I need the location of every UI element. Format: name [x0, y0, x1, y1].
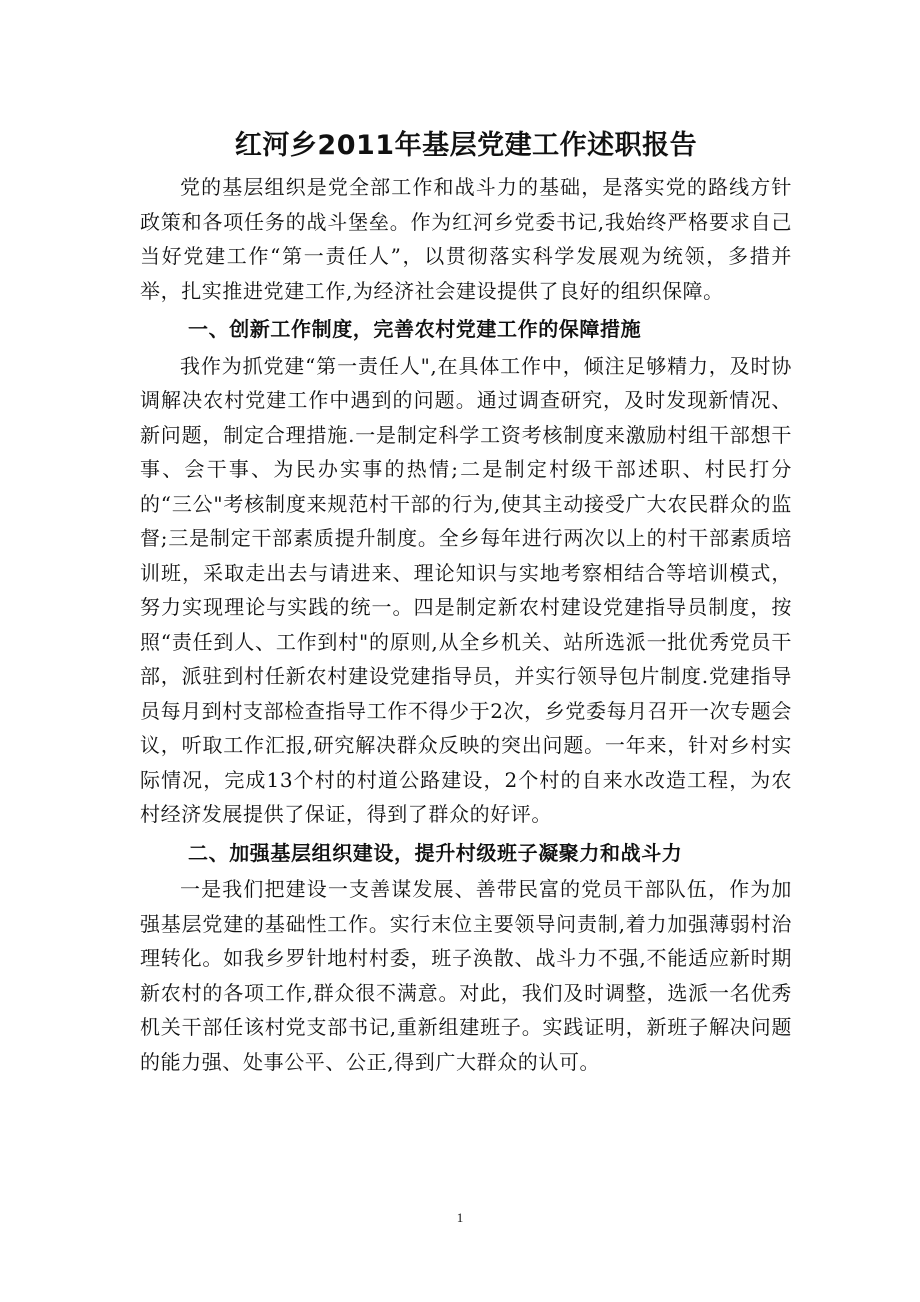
- section-2-heading: 二、加强基层组织建设，提升村级班子凝聚力和战斗力: [188, 840, 683, 865]
- section-1-paragraph: 我作为抓党建“第一责任人",在具体工作中，倾注足够精力，及时协调解决农村党建工作中遇到的问题。通过调查研究，及时发现新情况、新问题，制定合理措施.一是制定科学工资考核制度来激励村组干部想干事、会干事、为民办实事的热情;二是制定村级干部述职、村民打分的“三公"考核制度来规范村干部的行为,使其主动接受广大农民群众的监督;三是制定干部素质提升制度。全乡每年进行两次以上的村干部素质培训班，采取走出去与请进来、理论知识与实地考察相结合等培训模式，努力实现理论与实践的统一。四是制定新农村建设党建指导员制度，按照“责任到人、工作到村"的原则,从全乡机关、站所选派一批优秀党员干部，派驻到村任新农村建设党建指导员，并实行领导包片制度.党建指导员每月到村支部检查指导工作不得少于2次，乡党委每月召开一次专题会议，听取工作汇报,研究解决群众反映的突出问题。一年来，针对乡村实际情况，完成13个村的村道公路建设，2个村的自来水改造工程，为农村经济发展提供了保证，得到了群众的好评。: [140, 353, 792, 826]
- document-title: 红河乡2011年基层党建工作述职报告: [234, 130, 698, 161]
- section-2-paragraph: 一是我们把建设一支善谋发展、善带民富的党员干部队伍，作为加强基层党建的基础性工作。实行末位主要领导问责制,着力加强薄弱村治理转化。如我乡罗针地村村委，班子涣散、战斗力不强,不能适应新时期新农村的各项工作,群众很不满意。对此，我们及时调整，选派一名优秀机关干部任该村党支部书记,重新组建班子。实践证明，新班子解决问题的能力强、处事公平、公正,得到广大群众的认可。: [140, 877, 792, 1074]
- intro-paragraph: 党的基层组织是党全部工作和战斗力的基础，是落实党的路线方针政策和各项任务的战斗堡垒。作为红河乡党委书记,我始终严格要求自己当好党建工作“第一责任人”，以贯彻落实科学发展观为统领，多措并举，扎实推进党建工作,为经济社会建设提供了良好的组织保障。: [140, 175, 792, 303]
- page-number: 1: [456, 1210, 464, 1225]
- section-1-heading: 一、创新工作制度，完善农村党建工作的保障措施: [188, 317, 642, 341]
